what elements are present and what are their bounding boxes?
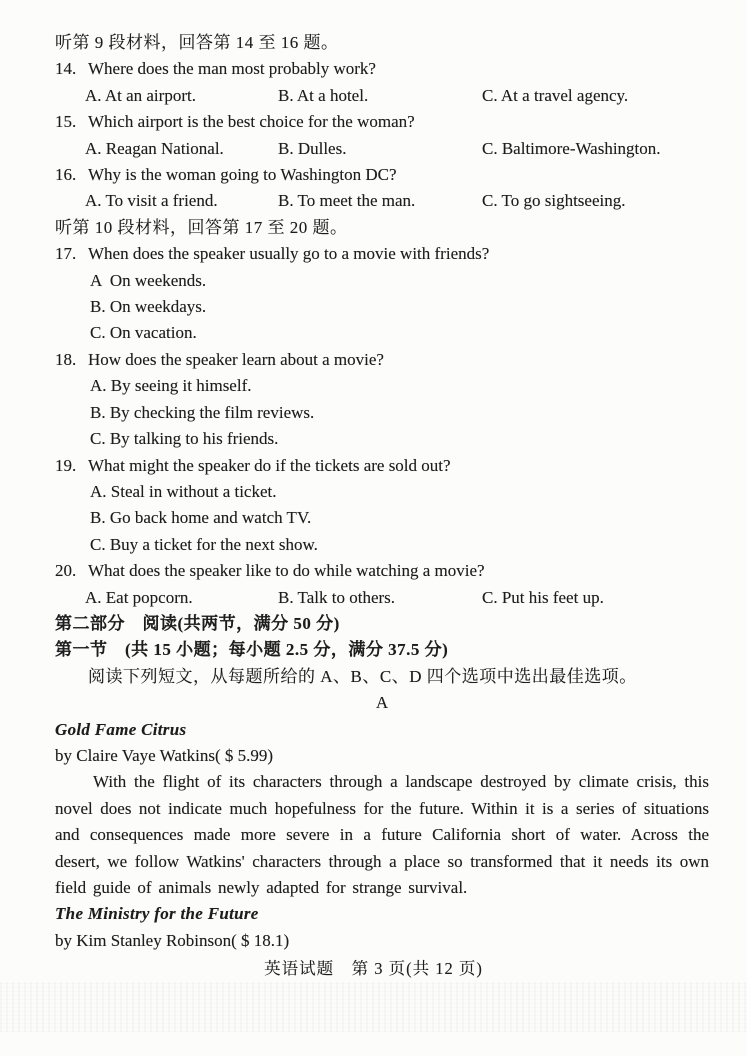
question-number: 17. xyxy=(55,244,77,264)
book-1-title: Gold Fame Citrus xyxy=(55,719,187,739)
question-text: How does the speaker learn about a movie? xyxy=(88,349,384,369)
question-number: 18. xyxy=(55,349,77,369)
option-b: B. At a hotel. xyxy=(278,85,369,105)
question-number: 16. xyxy=(55,165,77,185)
question-14 xyxy=(55,56,709,109)
option-c: C. At a travel agency. xyxy=(482,85,629,105)
option-b: B. Go back home and watch TV. xyxy=(90,508,312,528)
option-a: A. To visit a friend. xyxy=(85,191,218,211)
question-number: 15. xyxy=(55,112,77,132)
book-1-author: by Claire Vaye Watkins( $ 5.99) xyxy=(55,745,274,765)
option-a: A. Eat popcorn. xyxy=(85,587,193,607)
book-2-title: The Ministry for the Future xyxy=(55,904,259,924)
option-c: C. Baltimore-Washington. xyxy=(482,138,661,158)
book-1-review: With the flight of its characters through a landscape destroyed by climate crisis, this novel does not indicate much hopefulness for the future. Within it is a series of situations and consequences made more severe in a future California short of water. Across the desert, we follow Watkins' characters through a place so transformed that it needs its own field guide of animals newly adapted for strange survival. xyxy=(55,772,709,897)
option-a: A. At an airport. xyxy=(85,85,196,105)
listening-section-10-header: 听第 10 段材料，回答第 17 至 20 题。 xyxy=(55,217,348,237)
question-text: What does the speaker like to do while watching a movie? xyxy=(88,561,485,581)
question-number: 14. xyxy=(55,59,77,79)
option-c: C. Put his feet up. xyxy=(482,587,604,607)
question-number: 20. xyxy=(55,561,77,581)
scan-noise-band xyxy=(0,982,747,1032)
option-c: C. To go sightseeing. xyxy=(482,191,626,211)
option-b: B. On weekdays. xyxy=(90,297,207,317)
question-16 xyxy=(55,162,709,215)
listening-section-9-header: 听第 9 段材料，回答第 14 至 16 题。 xyxy=(55,33,339,52)
passage-a-label: A xyxy=(375,693,389,713)
part2-heading: 第二部分 阅读(共两节，满分 50 分) xyxy=(55,613,340,633)
reading-instruction: 阅读下列短文，从每题所给的 A、B、C、D 四个选项中选出最佳选项。 xyxy=(88,666,637,686)
option-b: B. Dulles. xyxy=(278,138,347,158)
option-b: B. By checking the film reviews. xyxy=(90,402,315,422)
option-c: C. Buy a ticket for the next show. xyxy=(90,534,318,554)
option-a: A. Reagan National. xyxy=(85,138,224,158)
part2-section1-heading: 第一节 (共 15 小题；每小题 2.5 分，满分 37.5 分) xyxy=(55,640,449,660)
question-text: When does the speaker usually go to a movie with friends? xyxy=(88,244,490,264)
book-2-author: by Kim Stanley Robinson( $ 18.1) xyxy=(55,930,290,950)
option-c: C. By talking to his friends. xyxy=(90,429,279,449)
option-b: B. To meet the man. xyxy=(278,191,416,211)
question-text: Why is the woman going to Washington DC? xyxy=(88,165,397,185)
option-a: A. By seeing it himself. xyxy=(90,376,252,396)
option-b: B. Talk to others. xyxy=(278,587,396,607)
question-text: Which airport is the best choice for the woman? xyxy=(88,112,415,132)
page-footer: 英语试题 第 3 页(共 12 页) xyxy=(264,959,483,978)
question-18 xyxy=(55,347,709,453)
question-text: Where does the man most probably work? xyxy=(88,59,376,79)
question-20 xyxy=(55,558,709,611)
option-a: A On weekends. xyxy=(90,270,207,290)
question-number: 19. xyxy=(55,455,77,475)
question-17 xyxy=(55,241,709,347)
question-15 xyxy=(55,109,709,162)
option-a: A. Steal in without a ticket. xyxy=(90,481,277,501)
question-19 xyxy=(55,453,709,559)
question-text: What might the speaker do if the tickets are sold out? xyxy=(88,455,451,475)
option-c: C. On vacation. xyxy=(90,323,197,343)
